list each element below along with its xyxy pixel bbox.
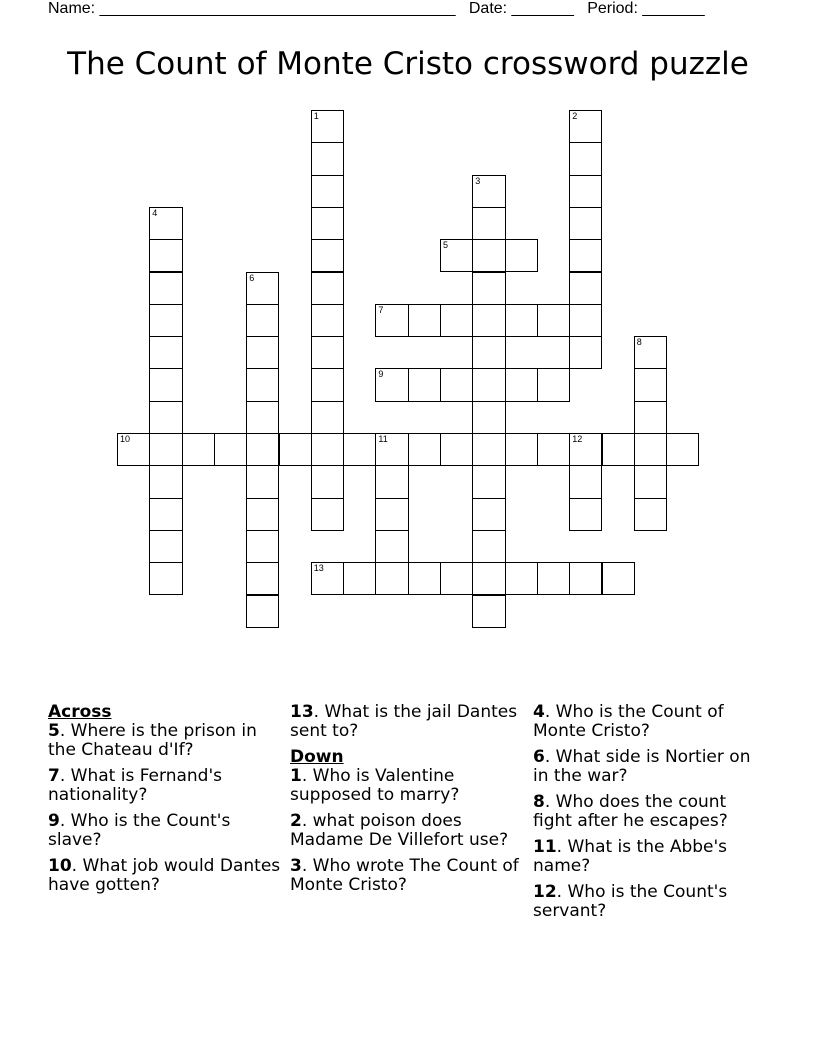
crossword-cell[interactable] <box>505 239 538 272</box>
crossword-cell[interactable] <box>311 175 344 208</box>
crossword-cell[interactable] <box>569 498 602 531</box>
crossword-cell[interactable] <box>246 465 279 498</box>
crossword-cell[interactable] <box>569 433 602 466</box>
crossword-cell[interactable] <box>472 239 505 272</box>
clue-across-7: 7. What is Fernand's nationality? <box>48 766 222 805</box>
clue-down-8: 8. Who does the count fight after he escapes? <box>533 792 728 831</box>
clue-across-10: 10. What job would Dantes have gotten? <box>48 856 281 895</box>
crossword-cell[interactable] <box>311 207 344 240</box>
clues-column-2 <box>290 703 525 902</box>
clues-column-1 <box>48 703 283 902</box>
crossword-cell[interactable] <box>311 142 344 175</box>
crossword-cell[interactable] <box>149 465 182 498</box>
crossword-cell[interactable] <box>634 401 667 434</box>
crossword-cell[interactable] <box>149 272 182 305</box>
crossword-cell[interactable] <box>311 498 344 531</box>
clue-number: 2 <box>572 111 578 121</box>
clue-down-4: 4. Who is the Count of Monte Cristo? <box>533 702 724 741</box>
crossword-cell[interactable] <box>149 498 182 531</box>
crossword-cell[interactable] <box>472 401 505 434</box>
clue-number: 8 <box>636 337 642 348</box>
period-field[interactable]: _______ <box>642 0 705 17</box>
clue-number: 7 <box>378 304 384 315</box>
clue-number: 10 <box>120 434 131 444</box>
crossword-cell[interactable] <box>375 530 408 563</box>
crossword-cell[interactable] <box>569 336 602 369</box>
date-label: Date: <box>468 0 512 17</box>
crossword-cell[interactable] <box>537 562 570 595</box>
crossword-cell[interactable] <box>569 175 602 208</box>
crossword-cell[interactable] <box>375 465 408 498</box>
crossword-cell[interactable] <box>311 239 344 272</box>
crossword-cell[interactable] <box>311 401 344 434</box>
crossword-cell[interactable] <box>569 562 602 595</box>
crossword-cell[interactable] <box>472 272 505 305</box>
clue-number: 3 <box>475 175 481 186</box>
crossword-cell[interactable] <box>505 562 538 595</box>
crossword-cell[interactable] <box>311 465 344 498</box>
crossword-cell[interactable] <box>634 336 667 369</box>
crossword-cell[interactable] <box>246 530 279 563</box>
crossword-cell[interactable] <box>311 336 344 369</box>
clue-number: 6 <box>249 272 255 283</box>
period-label: Period: <box>587 0 643 17</box>
crossword-cell[interactable] <box>472 433 505 466</box>
crossword-cell[interactable] <box>634 465 667 498</box>
crossword-cell[interactable] <box>279 433 312 466</box>
crossword-cell[interactable] <box>311 110 344 143</box>
crossword-cell[interactable] <box>634 368 667 401</box>
crossword-cell[interactable] <box>375 498 408 531</box>
crossword-cell[interactable] <box>440 239 473 272</box>
crossword-cell[interactable] <box>602 562 635 595</box>
crossword-cell[interactable] <box>311 433 344 466</box>
clue-down-2: 2. what poison does Madame De Villefort use? <box>290 811 509 850</box>
name-label: Name: <box>48 0 100 17</box>
crossword-cell[interactable] <box>182 433 215 466</box>
clue-across-5: 5. Where is the prison in the Chateau d'If? <box>48 721 257 760</box>
crossword-cell[interactable] <box>440 562 473 595</box>
crossword-cell[interactable] <box>472 530 505 563</box>
down-heading: Down <box>290 747 344 767</box>
crossword-cell[interactable] <box>375 304 408 337</box>
clues-column-3 <box>533 703 768 928</box>
crossword-cell[interactable] <box>149 368 182 401</box>
crossword-cell[interactable] <box>472 465 505 498</box>
crossword-cell[interactable] <box>666 433 699 466</box>
clue-number: 9 <box>378 369 384 380</box>
crossword-cell[interactable] <box>343 562 376 595</box>
crossword-cell[interactable] <box>408 368 441 401</box>
crossword-cell[interactable] <box>149 207 182 240</box>
crossword-cell[interactable] <box>408 433 441 466</box>
crossword-cell[interactable] <box>149 336 182 369</box>
clue-number: 12 <box>572 434 583 444</box>
crossword-cell[interactable] <box>149 433 182 466</box>
clue-number: 13 <box>313 563 324 574</box>
crossword-cell[interactable] <box>343 433 376 466</box>
crossword-cell[interactable] <box>472 175 505 208</box>
crossword-cell[interactable] <box>569 465 602 498</box>
crossword-cell[interactable] <box>408 562 441 595</box>
crossword-cell[interactable] <box>246 498 279 531</box>
crossword-cell[interactable] <box>440 368 473 401</box>
page-title: The Count of Monte Cristo crossword puzzle <box>67 46 749 82</box>
crossword-cell[interactable] <box>505 433 538 466</box>
crossword-cell[interactable] <box>246 336 279 369</box>
crossword-cell[interactable] <box>472 562 505 595</box>
crossword-cell[interactable] <box>472 304 505 337</box>
crossword-cell[interactable] <box>505 368 538 401</box>
crossword-cell[interactable] <box>246 433 279 466</box>
crossword-cell[interactable] <box>117 433 150 466</box>
crossword-cell[interactable] <box>472 207 505 240</box>
clue-down-3: 3. Who wrote The Count of Monte Cristo? <box>290 856 519 895</box>
across-heading: Across <box>48 702 112 722</box>
crossword-cell[interactable] <box>569 142 602 175</box>
clue-down-6: 6. What side is Nortier on in the war? <box>533 747 751 786</box>
crossword-cell[interactable] <box>472 336 505 369</box>
crossword-cell[interactable] <box>246 272 279 305</box>
crossword-cell[interactable] <box>311 304 344 337</box>
crossword-cell[interactable] <box>149 239 182 272</box>
crossword-cell[interactable] <box>569 110 602 143</box>
crossword-cell[interactable] <box>149 304 182 337</box>
crossword-cell[interactable] <box>537 368 570 401</box>
crossword-cell[interactable] <box>569 207 602 240</box>
date-field[interactable]: _______ <box>511 0 574 17</box>
clue-across-9: 9. Who is the Count's slave? <box>48 811 231 850</box>
crossword-cell[interactable] <box>440 304 473 337</box>
crossword-cell[interactable] <box>505 304 538 337</box>
crossword-cell[interactable] <box>149 401 182 434</box>
crossword-cell[interactable] <box>375 368 408 401</box>
crossword-cell[interactable] <box>149 530 182 563</box>
crossword-cell[interactable] <box>537 304 570 337</box>
crossword-cell[interactable] <box>375 562 408 595</box>
crossword-cell[interactable] <box>149 562 182 595</box>
crossword-cell[interactable] <box>375 433 408 466</box>
crossword-cell[interactable] <box>214 433 247 466</box>
clue-down-1: 1. Who is Valentine supposed to marry? <box>290 766 460 805</box>
crossword-cell[interactable] <box>634 498 667 531</box>
crossword-cell[interactable] <box>569 239 602 272</box>
clue-number: 4 <box>152 207 158 218</box>
crossword-cell[interactable] <box>537 433 570 466</box>
crossword-cell[interactable] <box>440 433 473 466</box>
crossword-cell[interactable] <box>472 498 505 531</box>
crossword-cell[interactable] <box>602 433 635 466</box>
crossword-cell[interactable] <box>311 562 344 595</box>
crossword-cell[interactable] <box>472 595 505 628</box>
crossword-cell[interactable] <box>472 368 505 401</box>
crossword-cell[interactable] <box>569 272 602 305</box>
crossword-cell[interactable] <box>408 304 441 337</box>
clue-number: 1 <box>313 111 319 121</box>
clue-down-11: 11. What is the Abbe's name? <box>533 837 728 876</box>
clue-number: 11 <box>378 434 388 444</box>
crossword-cell[interactable] <box>311 368 344 401</box>
crossword-cell[interactable] <box>311 272 344 305</box>
crossword-cell[interactable] <box>246 304 279 337</box>
name-field[interactable]: ________________________________________ <box>99 0 456 17</box>
crossword-cell[interactable] <box>246 595 279 628</box>
crossword-cell[interactable] <box>569 304 602 337</box>
clue-across-13: 13. What is the jail Dantes sent to? <box>290 702 518 741</box>
clue-down-12: 12. Who is the Count's servant? <box>533 882 728 921</box>
clue-number: 5 <box>443 240 449 251</box>
crossword-cell[interactable] <box>246 562 279 595</box>
crossword-cell[interactable] <box>634 433 667 466</box>
crossword-cell[interactable] <box>246 401 279 434</box>
crossword-cell[interactable] <box>246 368 279 401</box>
